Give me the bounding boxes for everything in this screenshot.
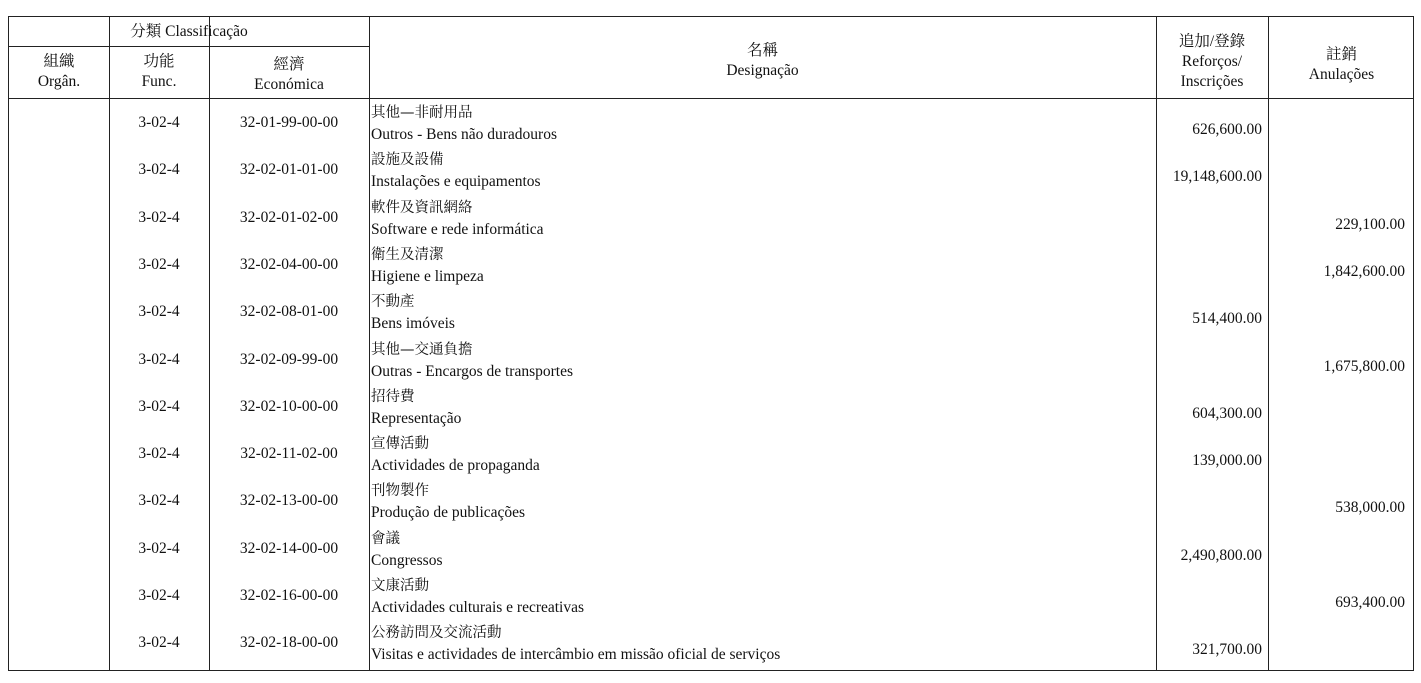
economic-code: 32-02-18-00-00 <box>239 634 339 652</box>
table-row <box>9 621 1413 668</box>
economic-code: 32-02-14-00-00 <box>239 539 339 557</box>
designation-pt: Outras - Encargos de transportes <box>371 362 574 380</box>
economic-code: 32-02-04-00-00 <box>239 255 339 273</box>
function-code: 3-02-4 <box>138 350 180 368</box>
function-code: 3-02-4 <box>138 445 180 463</box>
economic-code: 32-02-16-00-00 <box>239 587 339 604</box>
designation-zh: 軟件及資訊網絡 <box>371 199 473 216</box>
designation-pt: Bens imóveis <box>371 315 455 333</box>
designation-zh: 公務訪問及交流活動 <box>371 625 502 642</box>
designation-pt: Produção de publicações <box>371 504 526 522</box>
designation-zh: 衛生及清潔 <box>371 246 444 263</box>
designation <box>371 528 442 572</box>
header-classification: 分類 Classificação <box>130 23 248 40</box>
economic-code: 32-02-13-00-00 <box>239 492 339 510</box>
cancellation-amount: 693,400.00 <box>1335 594 1405 611</box>
designation <box>371 433 540 477</box>
table-row <box>9 527 1413 574</box>
designation-zh: 不動產 <box>371 294 415 311</box>
table-row <box>9 196 1413 243</box>
reinforcement-amount: 604,300.00 <box>1192 404 1262 422</box>
designation-zh: 文康活動 <box>371 578 429 594</box>
designation-pt: Software e rede informática <box>371 220 544 238</box>
reinforcement-amount: 139,000.00 <box>1192 452 1262 470</box>
designation-zh: 宣傳活動 <box>371 436 429 453</box>
header-organ: 組織 Orgân. <box>37 53 81 90</box>
table-row <box>9 479 1413 526</box>
economic-code: 32-01-99-00-00 <box>239 114 339 131</box>
function-code: 3-02-4 <box>138 161 180 179</box>
header-function: 功能 Func. <box>141 53 177 90</box>
cancellation-amount: 1,842,600.00 <box>1323 262 1405 280</box>
header-designation: 名稱 Designação <box>726 42 799 79</box>
header-cancellations: 註銷 Anulações <box>1308 46 1375 83</box>
designation <box>371 291 455 335</box>
header-divider <box>9 46 369 47</box>
designation <box>371 480 525 524</box>
cancellation-amount: 1,675,800.00 <box>1323 357 1405 375</box>
table-row <box>9 290 1413 337</box>
function-code: 3-02-4 <box>138 587 180 604</box>
designation-pt: Actividades culturais e recreativas <box>371 599 585 616</box>
designation-zh: 其他—交通負擔 <box>371 341 473 358</box>
economic-code: 32-02-01-01-00 <box>239 161 339 179</box>
designation <box>371 102 557 146</box>
reinforcement-amount: 321,700.00 <box>1192 641 1262 659</box>
designation <box>371 575 584 619</box>
reinforcement-amount: 2,490,800.00 <box>1180 546 1262 564</box>
function-code: 3-02-4 <box>138 397 180 415</box>
designation-pt: Higiene e limpeza <box>371 267 484 285</box>
economic-code: 32-02-11-02-00 <box>240 445 338 463</box>
designation <box>371 339 573 383</box>
table-row <box>9 574 1413 621</box>
function-code: 3-02-4 <box>138 492 180 510</box>
reinforcement-amount: 514,400.00 <box>1192 310 1262 328</box>
designation <box>371 197 544 241</box>
reinforcement-amount: 19,148,600.00 <box>1172 168 1262 186</box>
designation-pt: Actividades de propaganda <box>371 457 540 475</box>
table-row <box>9 148 1413 195</box>
reinforcement-amount: 626,600.00 <box>1192 121 1262 138</box>
header-economic: 經濟 Económica <box>254 56 324 93</box>
function-code: 3-02-4 <box>138 114 180 131</box>
designation <box>371 149 541 193</box>
function-code: 3-02-4 <box>138 255 180 273</box>
economic-code: 32-02-08-01-00 <box>239 303 339 321</box>
header-reinforcements: 追加/登錄 Reforços/ Inscrições <box>1178 33 1246 90</box>
designation-zh: 設施及設備 <box>371 152 444 169</box>
designation-zh: 刊物製作 <box>371 483 429 500</box>
economic-code: 32-02-10-00-00 <box>239 397 339 415</box>
economic-code: 32-02-09-99-00 <box>239 350 339 368</box>
table-row <box>9 338 1413 385</box>
designation-pt: Instalações e equipamentos <box>371 173 541 191</box>
designation-zh: 其他—非耐用品 <box>371 105 473 121</box>
designation-pt: Representação <box>371 409 462 427</box>
designation-pt: Congressos <box>371 551 443 569</box>
designation <box>371 622 780 666</box>
designation-pt: Outros - Bens não duradouros <box>371 126 557 143</box>
table-row <box>9 385 1413 432</box>
table-row <box>9 101 1413 148</box>
cancellation-amount: 229,100.00 <box>1335 215 1405 233</box>
table-row <box>9 432 1413 479</box>
function-code: 3-02-4 <box>138 634 180 652</box>
designation-zh: 招待費 <box>371 388 415 405</box>
budget-table <box>8 16 1414 671</box>
designation <box>371 386 461 430</box>
designation-zh: 會議 <box>371 530 400 547</box>
economic-code: 32-02-01-02-00 <box>239 208 339 226</box>
designation <box>371 244 484 288</box>
cancellation-amount: 538,000.00 <box>1335 499 1405 517</box>
function-code: 3-02-4 <box>138 539 180 557</box>
function-code: 3-02-4 <box>138 208 180 226</box>
designation-pt: Visitas e actividades de intercâmbio em missão oficial de serviços <box>371 646 781 664</box>
header-bottom-rule <box>9 98 1413 99</box>
table-row <box>9 243 1413 290</box>
function-code: 3-02-4 <box>138 303 180 321</box>
